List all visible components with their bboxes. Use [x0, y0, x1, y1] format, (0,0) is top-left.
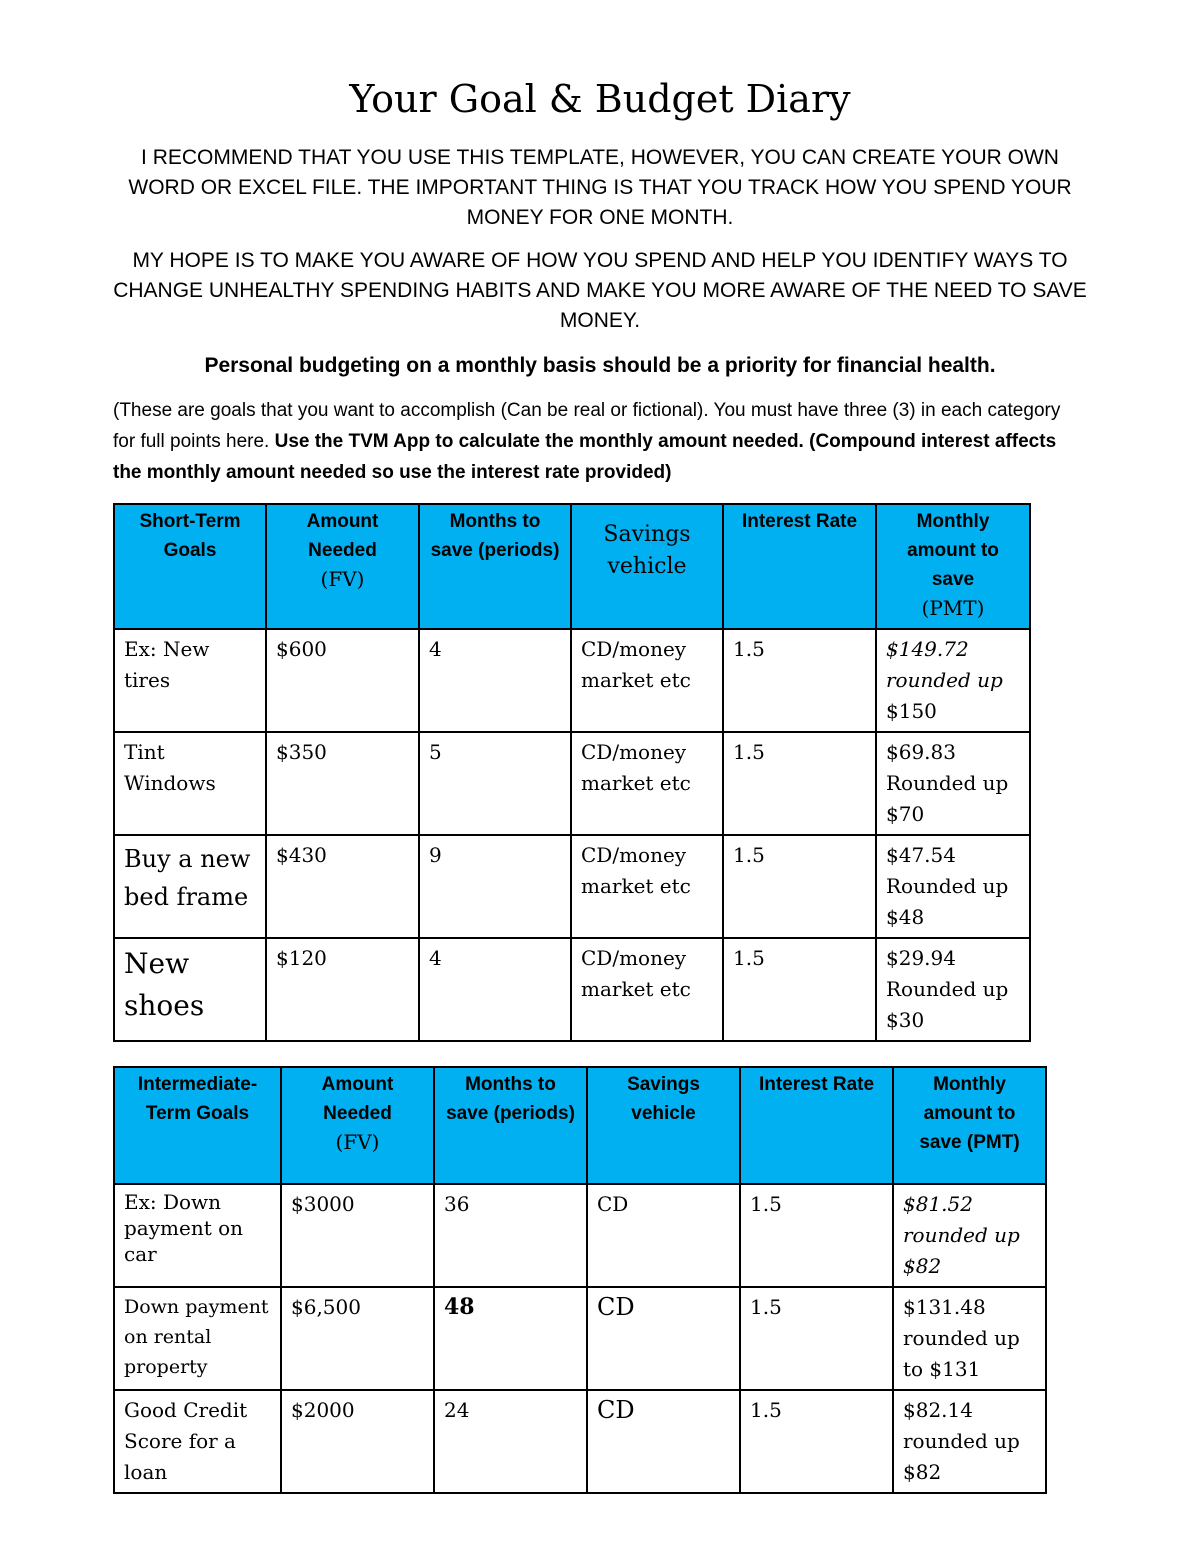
goal-cell: New shoes [114, 938, 266, 1041]
table-row [114, 835, 1030, 938]
amount-cell: $350 [266, 732, 419, 835]
months-cell: 5 [419, 732, 571, 835]
header-amount-label: Amount Needed [321, 1074, 394, 1124]
pmt-rounded: $48 [886, 905, 925, 929]
pmt-value: $47.54 [886, 843, 956, 867]
goal-cell: Buy a new bed frame [114, 835, 266, 938]
header-amount [266, 504, 419, 629]
table-row [114, 1287, 1046, 1390]
pmt-cell [876, 938, 1030, 1041]
rate-cell: 1.5 [723, 835, 876, 938]
vehicle-cell: CD/money market etc [571, 835, 723, 938]
header-monthly-sub: (PMT) [921, 596, 985, 620]
header-vehicle [571, 504, 723, 629]
header-goal: Intermediate-Term Goals [114, 1067, 281, 1184]
rate-cell: 1.5 [723, 732, 876, 835]
pmt-value: $131.48 [903, 1295, 986, 1319]
pmt-note: rounded up [886, 668, 1003, 692]
amount-cell: $430 [266, 835, 419, 938]
page-title: Your Goal & Budget Diary [349, 77, 851, 121]
pmt-cell [876, 629, 1030, 732]
amount-cell: $2000 [281, 1390, 434, 1493]
table-row [114, 629, 1030, 732]
rate-cell: 1.5 [740, 1184, 893, 1287]
amount-cell: $3000 [281, 1184, 434, 1287]
table-row [114, 1390, 1046, 1493]
pmt-note: rounded up [903, 1326, 1020, 1350]
amount-cell: $6,500 [281, 1287, 434, 1390]
header-amount-label: Amount Needed [306, 511, 379, 561]
pmt-note: Rounded up [886, 977, 1009, 1001]
rate-cell: 1.5 [740, 1390, 893, 1493]
pmt-value: $69.83 [886, 740, 956, 764]
header-vehicle-label: Savings vehicle [603, 522, 691, 579]
header-vehicle: Savings vehicle [587, 1067, 740, 1184]
header-monthly: Monthly amount to save (PMT) [893, 1067, 1046, 1184]
pmt-value: $82.14 [903, 1398, 973, 1422]
pmt-note: rounded up [903, 1223, 1020, 1247]
goal-cell: Ex: Down payment on car [114, 1184, 281, 1287]
pmt-value: $81.52 [903, 1192, 973, 1216]
pmt-rounded: $30 [886, 1008, 925, 1032]
intermediate-term-goals-table [113, 1066, 1047, 1494]
goal-cell: Tint Windows [114, 732, 266, 835]
months-cell: 36 [434, 1184, 587, 1287]
pmt-cell [893, 1390, 1046, 1493]
months-cell: 4 [419, 938, 571, 1041]
table-row [114, 732, 1030, 835]
table-header-row [114, 504, 1030, 629]
header-amount-sub: (FV) [320, 567, 365, 591]
months-cell: 9 [419, 835, 571, 938]
header-months: Months to save (periods) [419, 504, 571, 629]
pmt-rounded: $150 [886, 699, 937, 723]
amount-cell: $600 [266, 629, 419, 732]
rate-cell: 1.5 [723, 629, 876, 732]
rate-cell: 1.5 [740, 1287, 893, 1390]
pmt-cell [876, 835, 1030, 938]
budgeting-emphasis: Personal budgeting on a monthly basis should be a priority for financial health. [204, 354, 996, 377]
pmt-note: Rounded up [886, 771, 1009, 795]
header-rate: Interest Rate [740, 1067, 893, 1184]
header-amount [281, 1067, 434, 1184]
header-goal: Short-Term Goals [114, 504, 266, 629]
table-header-row [114, 1067, 1046, 1184]
intro-paragraph: I RECOMMEND THAT YOU USE THIS TEMPLATE, HOWEVER, YOU CAN CREATE YOUR OWN WORD OR EXCEL FILE. THE IMPORTANT THING IS THAT YOU TRACK HOW YOU SPEND YOUR MONEY FOR ONE MONTH. [128, 146, 1072, 229]
table-row [114, 1184, 1046, 1287]
pmt-note: rounded up [903, 1429, 1020, 1453]
pmt-value: $149.72 [886, 637, 969, 661]
months-cell: 4 [419, 629, 571, 732]
pmt-rounded: $82 [903, 1254, 942, 1278]
instructions-bold-text: Use the TVM App to calculate the monthly amount needed. (Compound interest affects the monthly amount needed so use the interest rate provided) [113, 431, 1057, 483]
vehicle-cell: CD [587, 1287, 740, 1390]
goal-cell: Down payment on rental property [114, 1287, 281, 1390]
short-term-goals-table [113, 503, 1031, 1042]
hope-paragraph: MY HOPE IS TO MAKE YOU AWARE OF HOW YOU SPEND AND HELP YOU IDENTIFY WAYS TO CHANGE UNHEALTHY SPENDING HABITS AND MAKE YOU MORE AWARE OF THE NEED TO SAVE MONEY. [113, 249, 1087, 332]
pmt-rounded: $70 [886, 802, 925, 826]
months-cell: 24 [434, 1390, 587, 1493]
months-cell: 48 [434, 1287, 587, 1390]
goal-cell: Good Credit Score for a loan [114, 1390, 281, 1493]
instructions [113, 395, 1073, 488]
header-rate: Interest Rate [723, 504, 876, 629]
pmt-cell [893, 1287, 1046, 1390]
amount-cell: $120 [266, 938, 419, 1041]
header-monthly [876, 504, 1030, 629]
header-months: Months to save (periods) [434, 1067, 587, 1184]
pmt-cell [876, 732, 1030, 835]
header-amount-sub: (FV) [335, 1130, 380, 1154]
vehicle-cell: CD [587, 1184, 740, 1287]
pmt-rounded: to $131 [903, 1357, 981, 1381]
vehicle-cell: CD [587, 1390, 740, 1493]
pmt-rounded: $82 [903, 1460, 942, 1484]
rate-cell: 1.5 [723, 938, 876, 1041]
pmt-note: Rounded up [886, 874, 1009, 898]
vehicle-cell: CD/money market etc [571, 732, 723, 835]
vehicle-cell: CD/money market etc [571, 938, 723, 1041]
pmt-value: $29.94 [886, 946, 956, 970]
instructions-text: (These are goals that you want to accomplish (Can be real or fictional). You must have three (3) in each category for full points here. [113, 400, 1061, 452]
goal-cell: Ex: New tires [114, 629, 266, 732]
table-row [114, 938, 1030, 1041]
pmt-cell [893, 1184, 1046, 1287]
header-monthly-label: Monthly amount to save [907, 511, 999, 590]
vehicle-cell: CD/money market etc [571, 629, 723, 732]
